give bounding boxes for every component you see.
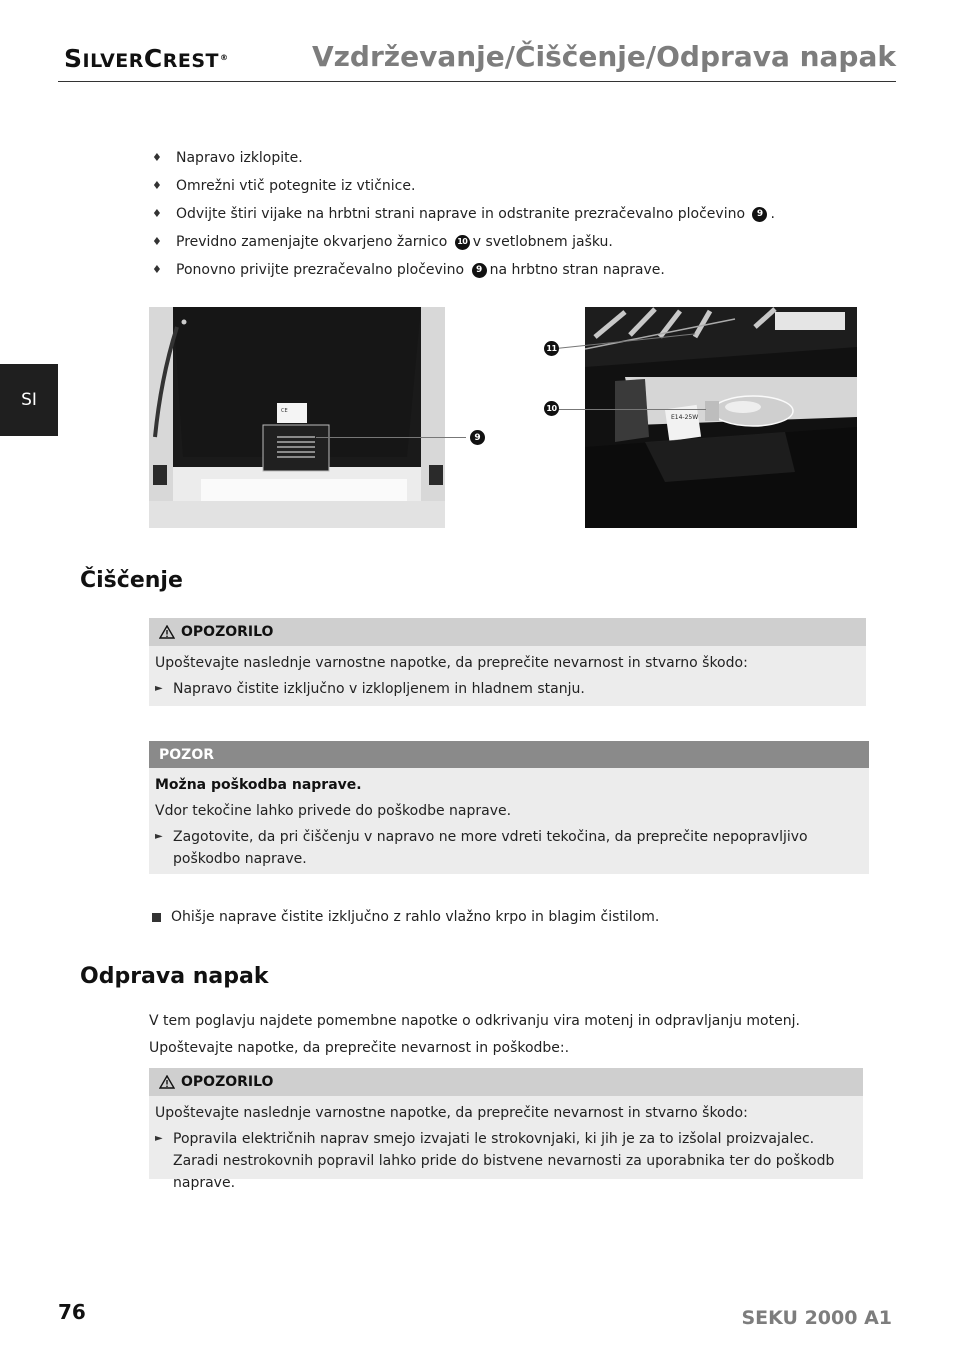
callout-9-badge: 9 [470,430,485,445]
diamond-bullet-icon: ♦ [152,235,162,248]
page-title: Vzdrževanje/Čiščenje/Odprava napak [311,40,896,73]
callout-line [556,409,706,410]
label-sticker: CE [281,408,288,414]
arrow-bullet-icon: ► [155,831,163,842]
warning-title-bar: OPOZORILO [149,1068,863,1096]
bulb-label: E14-25W [671,414,699,421]
callout-line [316,437,466,438]
callout-10-badge: 10 [544,401,559,416]
troubleshooting-heading: Odprava napak [80,964,269,989]
caution-intro: Vdor tekočine lahko privede do poškodbe naprave. [155,803,512,819]
diamond-bullet-icon: ♦ [152,179,162,192]
warning-title-bar: OPOZORILO [149,618,866,646]
warning-triangle-icon [159,1075,175,1089]
caution-subtitle: Možna poškodba naprave. [155,777,362,793]
arrow-bullet-icon: ► [155,1133,163,1144]
warning-box [149,1068,863,1191]
warning-intro: Upoštevajte naslednje varnostne napotke, da preprečite nevarnost in stvarno škodo: [155,655,748,671]
callout-11-badge: 11 [544,341,559,356]
step-list [152,144,775,284]
diamond-bullet-icon: ♦ [152,207,162,220]
step-item: ♦ Napravo izklopite. [152,144,775,172]
step-item: ♦ Previdno zamenjajte okvarjeno žarnico 10 v svetlobnem jašku. [152,228,775,256]
brand-logo: SILVERCREST® [64,44,229,73]
model-name: SEKU 2000 A1 [741,1307,892,1329]
warning-triangle-icon [159,625,175,639]
warning-box [149,618,866,706]
caution-item: ► Zagotovite, da pri čiščenju v napravo ne more vdreti tekočina, da preprečite nepopravljivo poškodbo naprave. [155,826,863,870]
header-divider [58,81,896,82]
arrow-bullet-icon: ► [155,683,163,694]
part-number-badge: 10 [455,235,470,250]
cleaning-heading: Čiščenje [80,568,183,593]
device-back-photo [149,307,445,528]
step-item: ♦ Odvijte štiri vijake na hrbtni strani naprave in odstranite prezračevalno pločevino 9 . [152,200,775,228]
cleaning-instruction: Ohišje naprave čistite izključno z rahlo vlažno krpo in blagim čistilom. [152,909,659,925]
diamond-bullet-icon: ♦ [152,151,162,164]
page-number: 76 [58,1300,86,1324]
caution-title-bar: POZOR [149,741,869,768]
diamond-bullet-icon: ♦ [152,263,162,276]
warning-intro: Upoštevajte naslednje varnostne napotke, da preprečite nevarnost in stvarno škodo: [155,1105,748,1121]
warning-item: ► Napravo čistite izključno v izklopljenem in hladnem stanju. [155,678,860,700]
square-bullet-icon [152,913,161,922]
warning-item: ► Popravila električnih naprav smejo izvajati le strokovnjaki, ki jih je za to izšolal proizvajalec. Zaradi nestrokovnih popravil lahko pride do bistvene nevarnosti za uporabnika ter do poškodb naprave. [155,1128,857,1194]
troubleshooting-intro: V tem poglavju najdete pomembne napotke o odkrivanju vira motenj in odpravljanju motenj. [149,1013,800,1029]
troubleshooting-note: Upoštevajte napotke, da preprečite nevarnost in poškodbe:. [149,1040,570,1056]
step-item: ♦ Omrežni vtič potegnite iz vtičnice. [152,172,775,200]
part-number-badge: 9 [472,263,487,278]
caution-box [149,741,869,874]
step-item: ♦ Ponovno privijte prezračevalno pločevino 9 na hrbtno stran naprave. [152,256,775,284]
part-number-badge: 9 [752,207,767,222]
language-tab: SI [0,364,58,436]
